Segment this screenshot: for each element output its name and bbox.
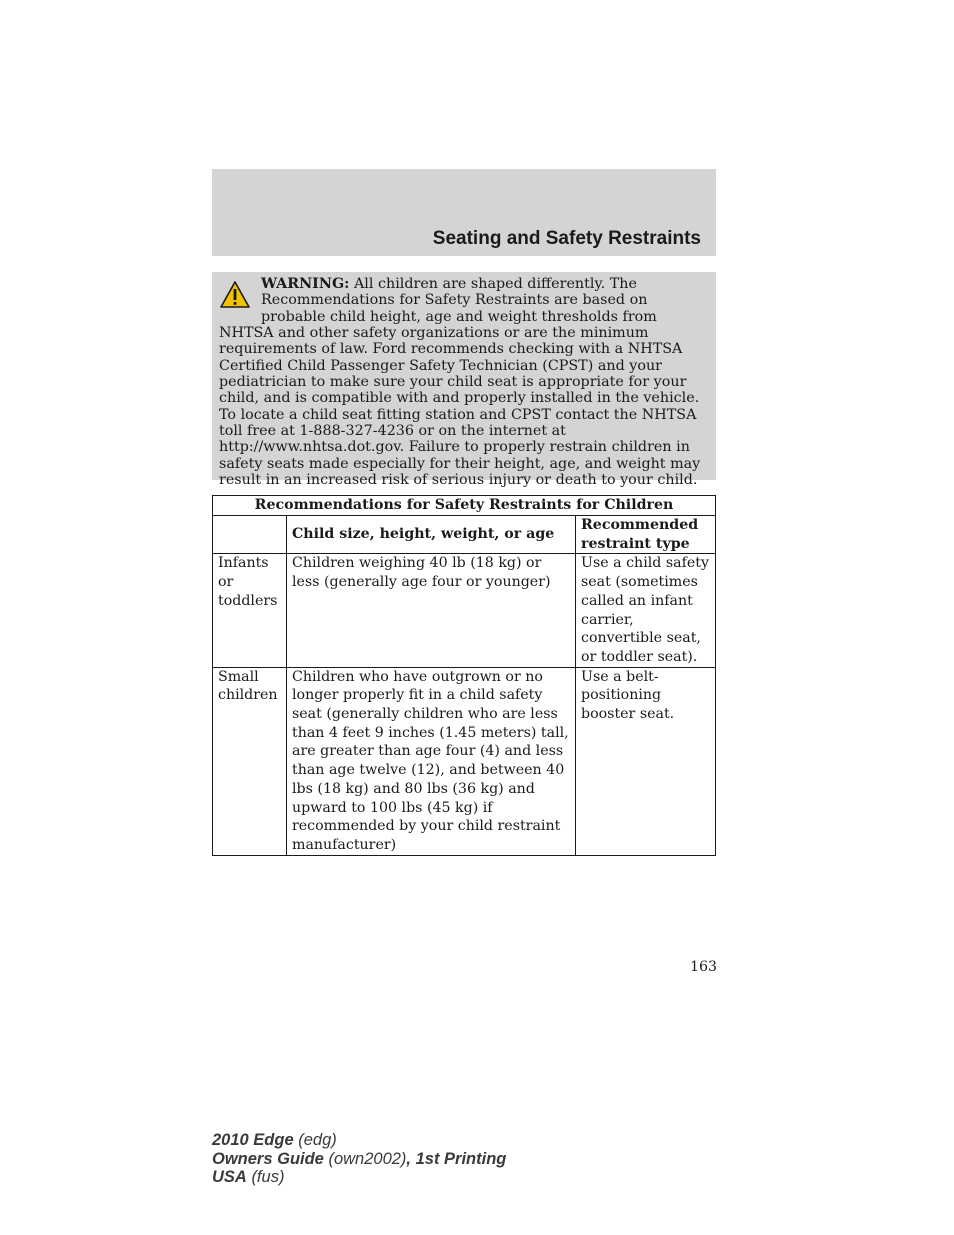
section-title: Seating and Safety Restraints (432, 228, 701, 249)
footer-line-3 (212, 1168, 506, 1187)
footer-line-2 (212, 1150, 506, 1169)
row-size: Children weighing 40 lb (18 kg) or less (generally age four or younger) (287, 554, 576, 667)
row-restraint: Use a belt-positioning booster seat. (576, 667, 716, 855)
footer (212, 1131, 506, 1187)
footer-market: USA (212, 1168, 247, 1186)
footer-model: 2010 Edge (212, 1131, 294, 1149)
footer-line-1 (212, 1131, 506, 1150)
row-size: Children who have outgrown or no longer properly fit in a child safety seat (generally children who are less than 4 feet 9 inches (1.45 meters) tall, are greater than age four (4) and less than age twelve (12), and between 40 lbs (18 kg) and 80 lbs (36 kg) and upward to 100 lbs (45 kg) if recommended by your child restraint manufacturer) (287, 667, 576, 855)
section-header (212, 169, 716, 256)
table-row (213, 554, 716, 667)
warning-box (212, 272, 716, 489)
table-header-row (213, 516, 716, 554)
footer-guide: Owners Guide (212, 1149, 324, 1168)
warning-label: WARNING: (261, 276, 350, 292)
footer-printing: , 1st Printing (406, 1149, 507, 1168)
footer-market-code: (fus) (251, 1168, 285, 1186)
row-category: Small children (213, 667, 287, 855)
footer-guide-code: (own2002) (328, 1149, 407, 1168)
table-row (213, 667, 716, 855)
safety-restraint-table (212, 495, 716, 856)
row-restraint: Use a child safety seat (sometimes called an infant carrier, convertible seat, or toddler seat). (576, 554, 716, 667)
page-number: 163 (690, 959, 718, 975)
column-header-category (213, 516, 287, 554)
column-header-size: Child size, height, weight, or age (287, 516, 576, 554)
column-header-restraint: Recommended restraint type (576, 516, 716, 554)
table-caption: Recommendations for Safety Restraints for Children (213, 496, 716, 516)
warning-text: All children are shaped differently. The Recommendations for Safety Restraints are based on probable child height, age and weight thresholds from NHTSA and other safety organizations or are the minimum requirements of law. Ford recommends checking with a NHTSA Certified Child Passenger Safety Technician (CPST) and your pediatrician to make sure your child seat is appropriate for your child, and is compatible with and properly installed in the vehicle. To locate a child seat fitting station and CPST contact the NHTSA toll free at 1-888-327-4236 or on the internet at http://www.nhtsa.dot.gov. Failure to properly restrain children in safety seats made especially for their height, age, and weight may result in an increased risk of serious injury or death to your child. (219, 276, 701, 489)
row-category: Infants or toddlers (213, 554, 287, 667)
footer-model-code: (edg) (298, 1131, 337, 1149)
warning-triangle-icon (219, 280, 251, 310)
